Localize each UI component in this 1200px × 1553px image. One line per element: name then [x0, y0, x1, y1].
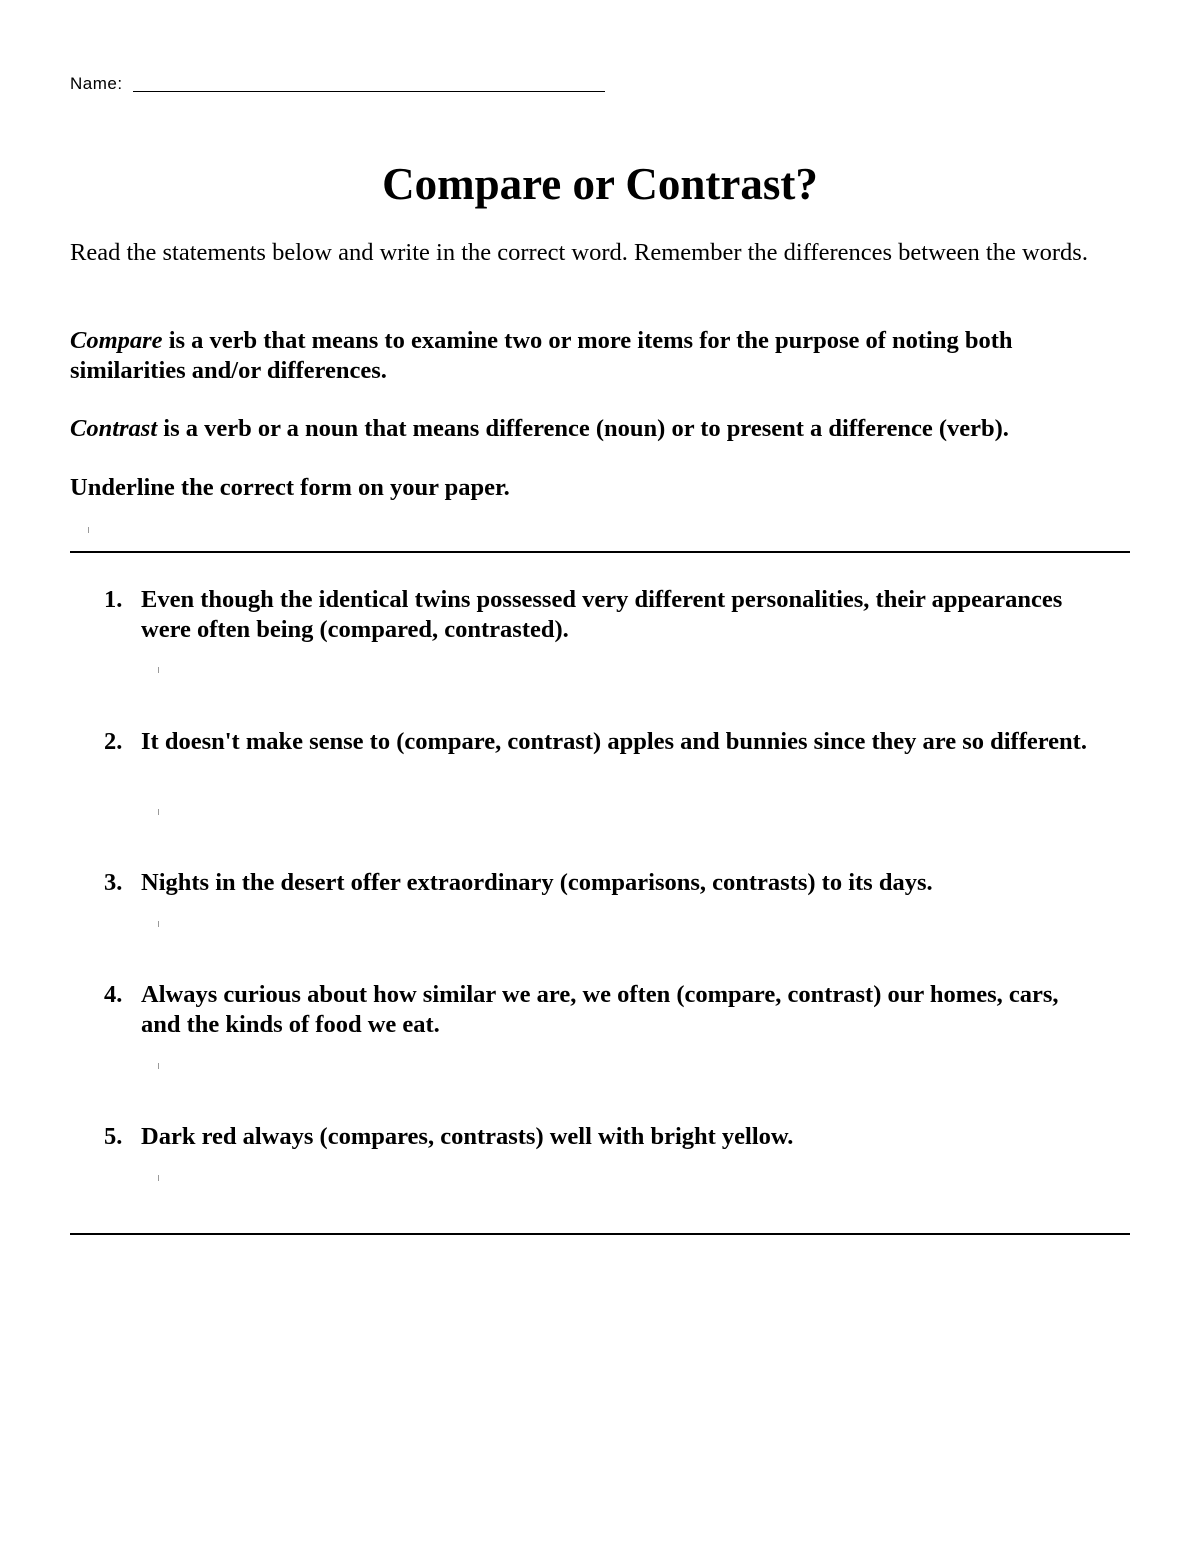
- section-divider-bottom: [70, 1233, 1130, 1235]
- underline-instruction: Underline the correct form on your paper.: [70, 474, 510, 501]
- question-number: 1.: [104, 586, 123, 613]
- paragraph-mark: [158, 667, 159, 673]
- question-item: [100, 585, 1100, 645]
- instructions-text: Read the statements below and write in the correct word. Remember the differences between the words.: [70, 239, 1088, 266]
- paragraph-mark: [88, 527, 89, 533]
- paragraph-mark: [158, 809, 159, 815]
- question-number: 2.: [104, 728, 123, 755]
- paragraph-mark: [158, 921, 159, 927]
- question-number: 4.: [104, 981, 123, 1008]
- definition-compare: [70, 326, 1130, 386]
- question-text: Nights in the desert offer extraordinary (comparisons, contrasts) to its days.: [141, 869, 933, 896]
- question-item: [100, 727, 1100, 757]
- definition-contrast-term: Contrast: [70, 415, 158, 442]
- question-item: [100, 868, 1100, 898]
- question-text: Even though the identical twins possessed very different personalities, their appearances were often being (compared, contrasted).: [141, 586, 1063, 643]
- question-item: [100, 1122, 1100, 1152]
- question-number: 3.: [104, 869, 123, 896]
- paragraph-mark: [158, 1175, 159, 1181]
- page-title: Compare or Contrast?: [382, 159, 818, 209]
- question-number: 5.: [104, 1123, 123, 1150]
- definition-contrast-text: is a verb or a noun that means difference (noun) or to present a difference (verb).: [157, 415, 1009, 442]
- name-blank-line[interactable]: [133, 91, 605, 92]
- definition-contrast: [70, 414, 1130, 444]
- paragraph-mark: [158, 1063, 159, 1069]
- definition-compare-text: is a verb that means to examine two or more items for the purpose of noting both similarities and/or differences.: [70, 327, 1013, 384]
- section-divider-top: [70, 551, 1130, 553]
- name-field-row: [70, 74, 605, 94]
- question-text: It doesn't make sense to (compare, contrast) apples and bunnies since they are so different.: [141, 728, 1087, 755]
- question-text: Dark red always (compares, contrasts) well with bright yellow.: [141, 1123, 794, 1150]
- question-text: Always curious about how similar we are, we often (compare, contrast) our homes, cars, and the kinds of food we eat.: [141, 981, 1059, 1038]
- definition-compare-term: Compare: [70, 327, 163, 354]
- question-item: [100, 980, 1100, 1040]
- name-label: Name:: [70, 74, 123, 93]
